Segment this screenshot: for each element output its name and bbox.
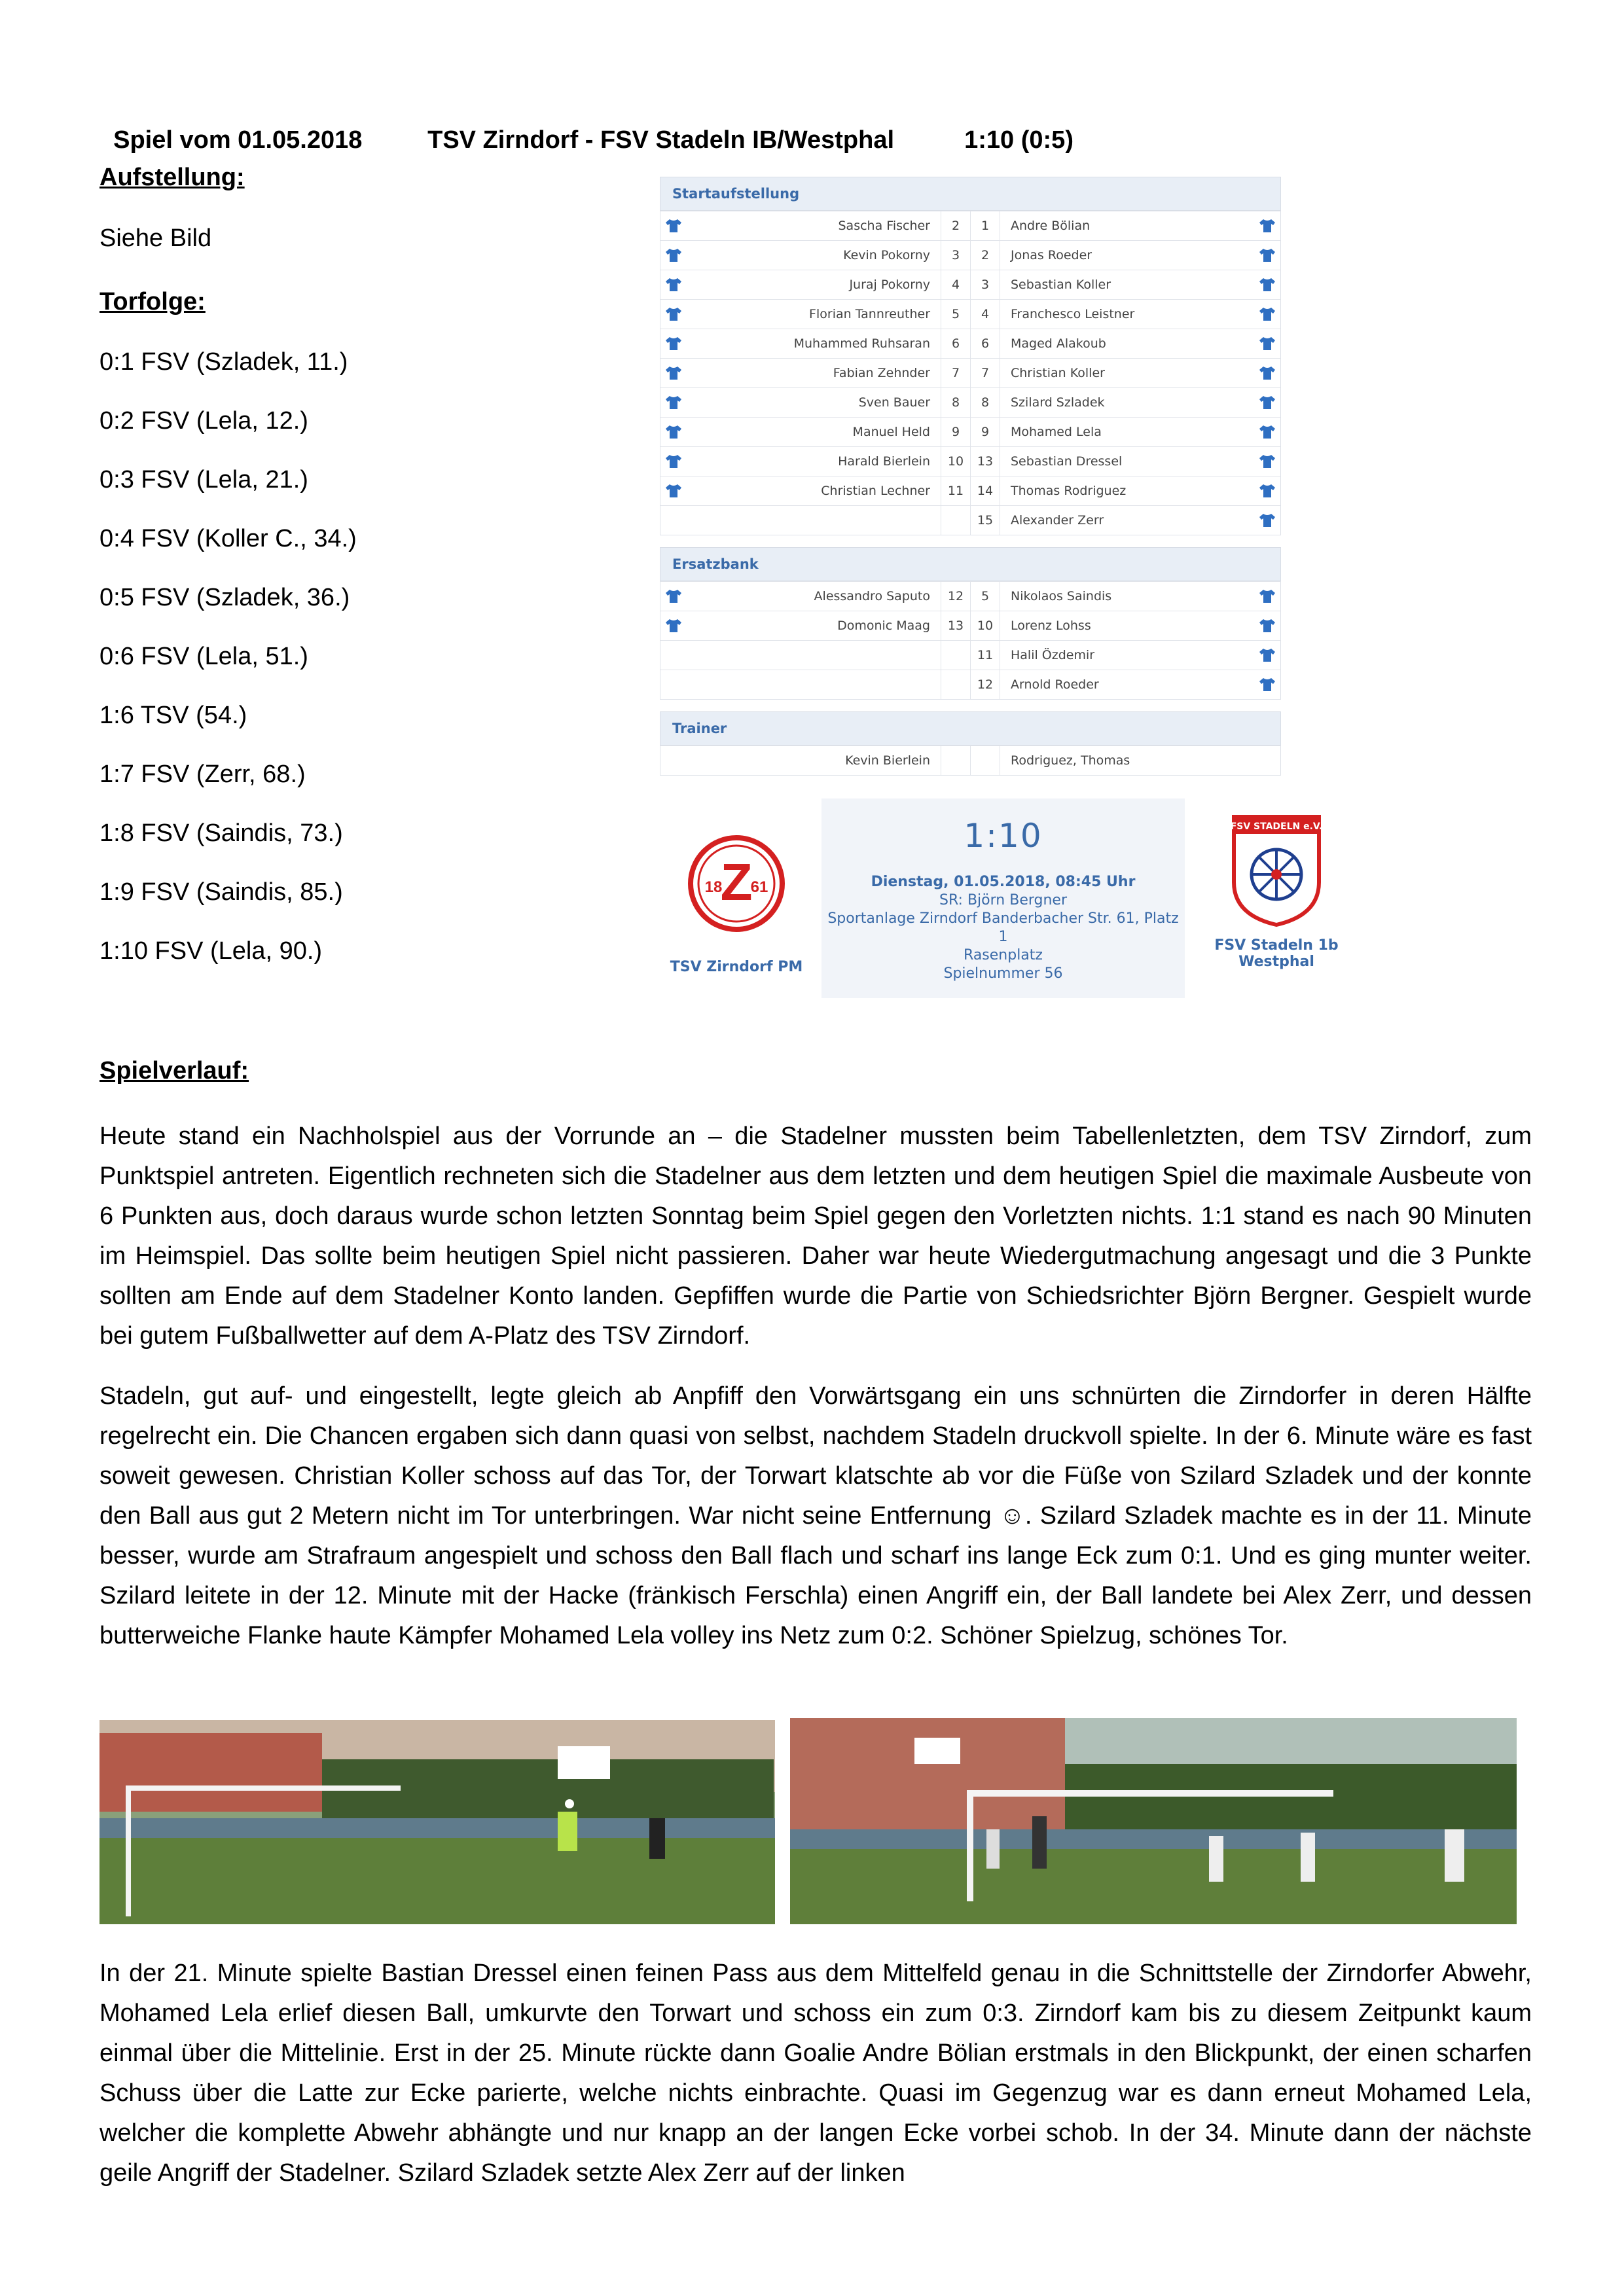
shirt-icon bbox=[665, 307, 682, 321]
lineup-row bbox=[660, 270, 1280, 299]
shirt-icon bbox=[665, 248, 682, 262]
lineup-note: Siehe Bild bbox=[99, 224, 212, 252]
home-shirt-icon bbox=[660, 619, 687, 634]
lineup-row bbox=[660, 211, 1280, 240]
home-shirt-icon bbox=[660, 484, 687, 499]
bench-group bbox=[660, 581, 1281, 700]
svg-text:Z: Z bbox=[720, 853, 753, 911]
shirt-icon bbox=[665, 589, 682, 603]
home-number: 3 bbox=[941, 241, 970, 270]
home-shirt-icon bbox=[660, 454, 687, 469]
away-number: 8 bbox=[970, 388, 1000, 417]
home-player: Alessandro Saputo bbox=[814, 589, 930, 603]
home-shirt-icon bbox=[660, 336, 687, 351]
trainer-header: Trainer bbox=[660, 711, 1281, 745]
match-date: Spiel vom 01.05.2018 bbox=[113, 126, 363, 154]
home-shirt-icon bbox=[660, 278, 687, 293]
goal-item: 0:5 FSV (Szladek, 36.) bbox=[99, 584, 350, 611]
away-shirt-icon bbox=[1254, 366, 1280, 381]
home-shirt-icon bbox=[660, 248, 687, 263]
away-shirt-icon bbox=[1254, 589, 1280, 604]
away-player: Szilard Szladek bbox=[1011, 395, 1105, 410]
shirt-icon bbox=[1259, 219, 1276, 233]
goal-item: 0:6 FSV (Lela, 51.) bbox=[99, 643, 308, 670]
home-player: Muhammed Ruhsaran bbox=[793, 336, 930, 351]
away-number: 11 bbox=[970, 641, 1000, 670]
shirt-icon bbox=[1259, 307, 1276, 321]
home-number: 11 bbox=[941, 476, 970, 505]
away-shirt-icon bbox=[1254, 454, 1280, 469]
home-number: 5 bbox=[941, 300, 970, 329]
lineup-table bbox=[660, 177, 1281, 787]
home-number bbox=[941, 670, 970, 699]
goal-item: 0:3 FSV (Lela, 21.) bbox=[99, 466, 308, 493]
svg-text:18: 18 bbox=[704, 878, 723, 896]
away-player: Christian Koller bbox=[1011, 366, 1105, 380]
home-trainer: Kevin Bierlein bbox=[845, 753, 930, 768]
home-player: Kevin Pokorny bbox=[843, 248, 930, 262]
away-player: Arnold Roeder bbox=[1011, 677, 1099, 692]
home-number: 6 bbox=[941, 329, 970, 358]
away-number: 9 bbox=[970, 418, 1000, 446]
lineup-row bbox=[660, 417, 1280, 446]
away-player: Sebastian Koller bbox=[1011, 278, 1111, 292]
lineup-row bbox=[660, 581, 1280, 611]
lineup-row bbox=[660, 611, 1280, 640]
home-shirt-icon bbox=[660, 425, 687, 440]
away-player: Andre Bölian bbox=[1011, 219, 1091, 233]
shirt-icon bbox=[1259, 648, 1276, 662]
shirt-icon bbox=[665, 454, 682, 469]
match-number: Spielnummer 56 bbox=[943, 965, 1063, 982]
home-player: Domonic Maag bbox=[837, 619, 930, 633]
home-number: 10 bbox=[941, 447, 970, 476]
lineup-row bbox=[660, 299, 1280, 329]
away-shirt-icon bbox=[1254, 248, 1280, 263]
home-player: Manuel Held bbox=[852, 425, 930, 439]
shirt-icon bbox=[665, 395, 682, 410]
fsv-stadeln-logo bbox=[1227, 810, 1326, 928]
home-number: 9 bbox=[941, 418, 970, 446]
lineup-row bbox=[660, 446, 1280, 476]
away-player: Mohamed Lela bbox=[1011, 425, 1102, 439]
match-heading bbox=[99, 98, 1540, 154]
home-shirt-icon bbox=[660, 589, 687, 604]
shirt-icon bbox=[1259, 454, 1276, 469]
goals-heading: Torfolge: bbox=[99, 288, 206, 315]
home-number: 8 bbox=[941, 388, 970, 417]
away-player: Maged Alakoub bbox=[1011, 336, 1106, 351]
away-number: 2 bbox=[970, 241, 1000, 270]
match-datetime: Dienstag, 01.05.2018, 08:45 Uhr bbox=[871, 874, 1136, 890]
start-lineup-group bbox=[660, 211, 1281, 535]
away-shirt-icon bbox=[1254, 648, 1280, 663]
shirt-icon bbox=[1259, 484, 1276, 498]
home-player: Sven Bauer bbox=[858, 395, 930, 410]
away-number: 10 bbox=[970, 611, 1000, 640]
home-team-label: TSV Zirndorf PM bbox=[670, 959, 803, 975]
shirt-icon bbox=[665, 219, 682, 233]
away-player: Nikolaos Saindis bbox=[1011, 589, 1112, 603]
away-number: 13 bbox=[970, 447, 1000, 476]
lineup-row bbox=[660, 358, 1280, 387]
away-shirt-icon bbox=[1254, 395, 1280, 410]
away-player: Sebastian Dressel bbox=[1011, 454, 1123, 469]
away-team-label bbox=[1191, 937, 1362, 970]
goal-item: 1:8 FSV (Saindis, 73.) bbox=[99, 819, 343, 847]
away-shirt-icon bbox=[1254, 307, 1280, 322]
match-teams: TSV Zirndorf - FSV Stadeln IB/Westphal bbox=[427, 126, 895, 154]
away-player: Lorenz Lohss bbox=[1011, 619, 1091, 633]
home-shirt-icon bbox=[660, 219, 687, 234]
shirt-icon bbox=[665, 619, 682, 633]
bench-header: Ersatzbank bbox=[660, 547, 1281, 581]
away-number: 3 bbox=[970, 270, 1000, 299]
shirt-icon bbox=[1259, 395, 1276, 410]
lineup-row bbox=[660, 387, 1280, 417]
svg-text:61: 61 bbox=[750, 878, 768, 896]
shirt-icon bbox=[1259, 619, 1276, 633]
shirt-icon bbox=[665, 425, 682, 439]
goal-item: 0:1 FSV (Szladek, 11.) bbox=[99, 348, 348, 376]
goal-item: 1:10 FSV (Lela, 90.) bbox=[99, 937, 323, 965]
report-paragraph-3: In der 21. Minute spielte Bastian Dressel einen feinen Pass aus dem Mittelfeld genau in die Schnittstelle der Zirndorfer Abwehr, Mohamed Lela erlief diesen Ball, umkurvte den Torwart und schoss ein zum 0:3. Zirndorf kam bis zu diesem Zeitpunkt kaum einmal über die Mittelinie. Erst in der 25. Minute rückte dann Goalie Andre Bölian erstmals in den Blickpunkt, der einen scharfen Schuss über die Latte zur Ecke parierte, welche nichts einbrachte. Quasi im Gegenzug war es dann erneut Mohamed Lela, welcher die komplette Abwehr abhängte und nur knapp an der langen Ecke vorbei schob. In der 34. Minute dann der nächste geile Angriff der Stadelner. Szilard Szladek setzte Alex Zerr auf der linken bbox=[99, 1960, 1532, 2187]
shirt-icon bbox=[1259, 248, 1276, 262]
home-player: Christian Lechner bbox=[821, 484, 930, 498]
away-number: 1 bbox=[970, 211, 1000, 240]
report-paragraph-1: Heute stand ein Nachholspiel aus der Vorrunde an – die Stadelner mussten beim Tabellenletzten, dem TSV Zirndorf, zum Punktspiel antreten. Eigentlich rechneten sich die Stadelner aus dem letzten und dem heutigen Spiel die maximale Ausbeute von 6 Punkten aus, doch daraus wurde schon letzten Sonntag beim Spiel gegen den Vorletzten nichts. 1:1 stand es nach 90 Minuten im Heimspiel. Das sollte beim heutigen Spiel nicht passieren. Daher war heute Wiedergutmachung angesagt und die 3 Punkte sollten am Ende auf dem Stadelner Konto landen. Gepfiffen wurde die Partie von Schiedsrichter Björn Bergner. Gespielt wurde bei gutem Fußballwetter auf dem A-Platz des TSV Zirndorf. bbox=[99, 1122, 1532, 1350]
shirt-icon bbox=[1259, 336, 1276, 351]
scoreboard bbox=[821, 798, 1185, 998]
away-number: 15 bbox=[970, 506, 1000, 535]
report-paragraph-2: Stadeln, gut auf- und eingestellt, legte gleich ab Anpfiff den Vorwärtsgang ein uns schnürten die Zirndorfer in deren Hälfte regelrecht ein. Die Chancen ergaben sich dann quasi von selbst, nachdem Stadeln druckvoll spielte. In der 6. Minute wäre es fast soweit gewesen. Christian Koller schoss auf das Tor, der Torwart klatschte ab vor die Füße von Szilard Szladek und der konnte den Ball aus gut 2 Metern nicht im Tor unterbringen. War nicht seine Entfernung ☺. Szilard Szladek machte es in der 11. Minute besser, wurde am Strafraum angespielt und schoss den Ball flach und scharf ins lange Eck zum 0:1. Und es ging munter weiter. Szilard leitete in der 12. Minute mit der Hacke (fränkisch Ferschla) einen Angriff ein, der Ball landete bei Alex Zerr, und dessen butterweiche Flanke haute Kämpfer Mohamed Lela volley ins Netz zum 0:2. Schöner Spielzug, schönes Tor. bbox=[99, 1382, 1532, 1649]
lineup-row bbox=[660, 505, 1280, 535]
away-shirt-icon bbox=[1254, 219, 1280, 234]
tsv-zirndorf-logo bbox=[681, 828, 792, 939]
lineup-heading: Aufstellung: bbox=[99, 164, 245, 191]
match-result: 1:10 (0:5) bbox=[964, 126, 1074, 154]
away-team-suffix: Westphal bbox=[1238, 954, 1314, 970]
away-shirt-icon bbox=[1254, 336, 1280, 351]
shirt-icon bbox=[1259, 425, 1276, 439]
away-trainer: Rodriguez, Thomas bbox=[1011, 753, 1130, 768]
shirt-icon bbox=[665, 366, 682, 380]
shirt-icon bbox=[665, 336, 682, 351]
home-number: 4 bbox=[941, 270, 970, 299]
away-player: Jonas Roeder bbox=[1011, 248, 1092, 262]
match-photo-1 bbox=[99, 1720, 775, 1924]
away-team-name: FSV Stadeln 1b bbox=[1214, 937, 1339, 954]
final-score: 1:10 bbox=[964, 817, 1043, 855]
away-number: 12 bbox=[970, 670, 1000, 699]
away-shirt-icon bbox=[1254, 484, 1280, 499]
home-number bbox=[941, 641, 970, 670]
home-number bbox=[941, 506, 970, 535]
home-number: 2 bbox=[941, 211, 970, 240]
goal-item: 0:4 FSV (Koller C., 34.) bbox=[99, 525, 357, 552]
start-lineup-header: Startaufstellung bbox=[660, 177, 1281, 211]
goal-item: 1:6 TSV (54.) bbox=[99, 702, 247, 729]
trainer-group bbox=[660, 745, 1281, 776]
trainer-row bbox=[660, 745, 1280, 775]
away-player: Thomas Rodriguez bbox=[1011, 484, 1127, 498]
goal-item: 1:7 FSV (Zerr, 68.) bbox=[99, 761, 306, 788]
away-shirt-icon bbox=[1254, 619, 1280, 634]
home-player: Florian Tannreuther bbox=[809, 307, 930, 321]
shirt-icon bbox=[665, 278, 682, 292]
away-number: 4 bbox=[970, 300, 1000, 329]
home-shirt-icon bbox=[660, 366, 687, 381]
away-shirt-icon bbox=[1254, 425, 1280, 440]
away-player: Franchesco Leistner bbox=[1011, 307, 1135, 321]
shirt-icon bbox=[665, 484, 682, 498]
shirt-icon bbox=[1259, 513, 1276, 528]
surface: Rasenplatz bbox=[964, 947, 1043, 963]
away-player: Alexander Zerr bbox=[1011, 513, 1104, 528]
home-player: Fabian Zehnder bbox=[833, 366, 930, 380]
lineup-row bbox=[660, 476, 1280, 505]
away-number: 5 bbox=[970, 582, 1000, 611]
goal-item: 1:9 FSV (Saindis, 85.) bbox=[99, 878, 343, 906]
home-player: Harald Bierlein bbox=[838, 454, 930, 469]
home-shirt-icon bbox=[660, 395, 687, 410]
shirt-icon bbox=[1259, 366, 1276, 380]
away-shirt-icon bbox=[1254, 513, 1280, 528]
report-heading: Spielverlauf: bbox=[99, 1057, 249, 1085]
referee: SR: Björn Bergner bbox=[939, 892, 1067, 908]
shirt-icon bbox=[1259, 278, 1276, 292]
svg-text:FSV STADELN e.V.: FSV STADELN e.V. bbox=[1230, 821, 1323, 832]
shirt-icon bbox=[1259, 589, 1276, 603]
away-shirt-icon bbox=[1254, 677, 1280, 692]
lineup-row bbox=[660, 670, 1280, 699]
away-number: 7 bbox=[970, 359, 1000, 387]
home-number: 13 bbox=[941, 611, 970, 640]
goal-item: 0:2 FSV (Lela, 12.) bbox=[99, 407, 308, 435]
match-photo-2 bbox=[790, 1718, 1517, 1924]
lineup-row bbox=[660, 640, 1280, 670]
lineup-row bbox=[660, 240, 1280, 270]
lineup-row bbox=[660, 329, 1280, 358]
home-player: Sascha Fischer bbox=[838, 219, 930, 233]
home-number: 12 bbox=[941, 582, 970, 611]
venue: Sportanlage Zirndorf Banderbacher Str. 61, Platz 1 bbox=[827, 910, 1179, 945]
home-player: Juraj Pokorny bbox=[849, 278, 930, 292]
shirt-icon bbox=[1259, 677, 1276, 692]
away-player: Halil Özdemir bbox=[1011, 648, 1095, 662]
away-number: 14 bbox=[970, 476, 1000, 505]
away-shirt-icon bbox=[1254, 278, 1280, 293]
home-shirt-icon bbox=[660, 307, 687, 322]
away-number: 6 bbox=[970, 329, 1000, 358]
home-number: 7 bbox=[941, 359, 970, 387]
